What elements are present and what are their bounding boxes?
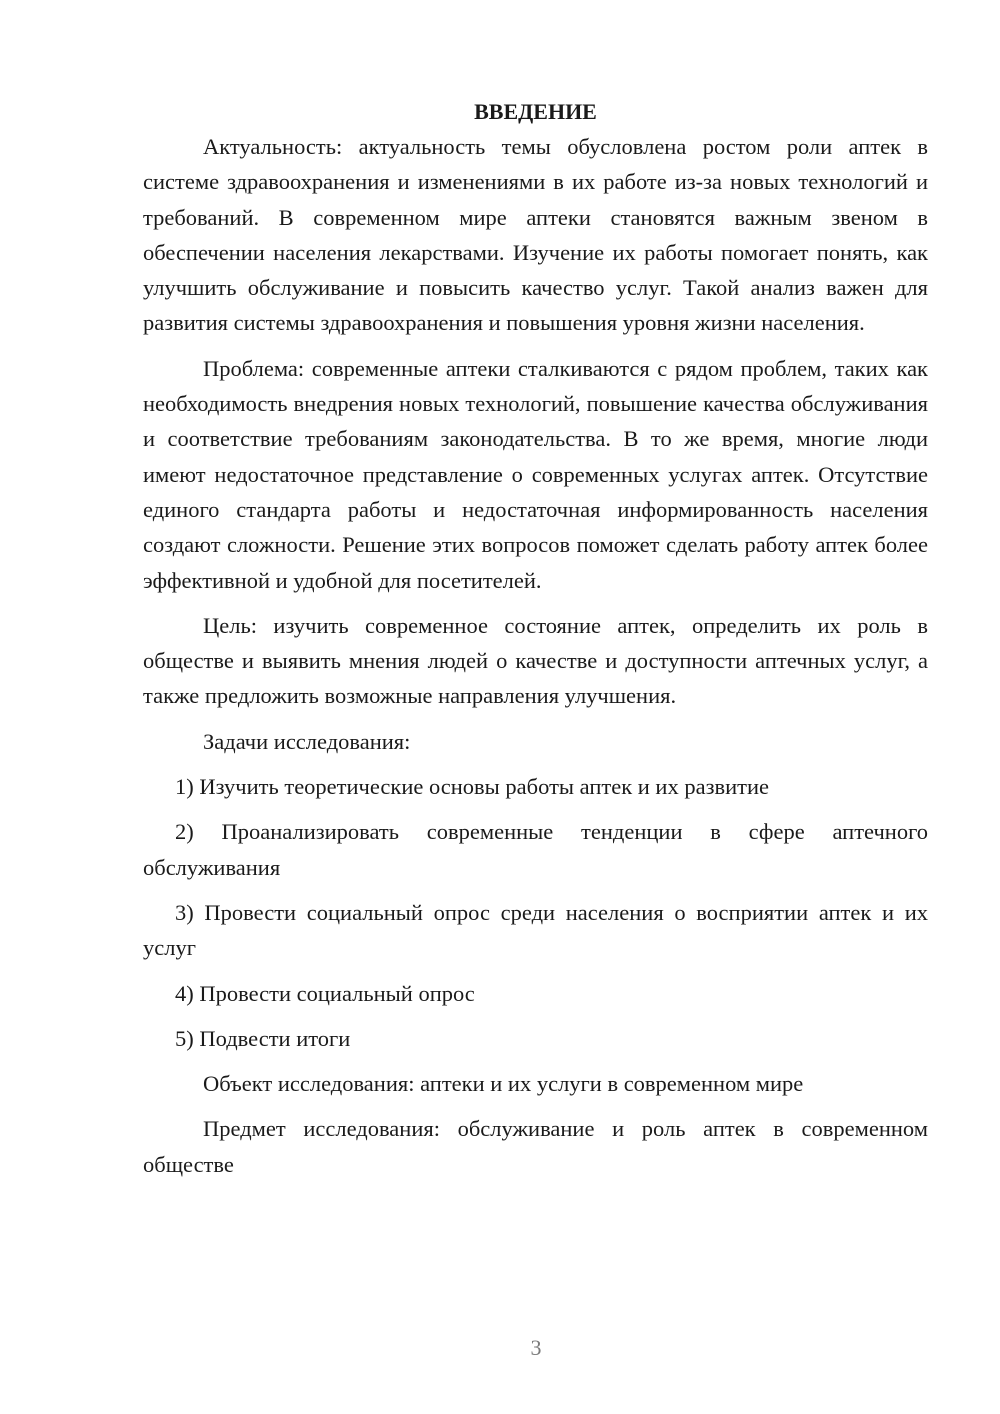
goal-paragraph: Цель: изучить современное состояние аптек, определить их роль в обществе и выявить мнения людей о качестве и доступности аптечных услуг, а также предложить возможные направления улучшения. (143, 612, 928, 709)
page-number: 3 (530, 1335, 542, 1360)
object-paragraph: Объект исследования: аптеки и их услуги в современном мире (203, 1071, 804, 1097)
task-item-3: 3) Провести социальный опрос среди населения о восприятии аптек и их услуг (143, 899, 928, 961)
task-item-1: 1) Изучить теоретические основы работы аптек и их развитие (175, 774, 769, 800)
problem-paragraph: Проблема: современные аптеки сталкиваются с рядом проблем, таких как необходимость внедрения новых технологий, повышение качества обслуживания и соответствие требованиям законодательства. В то же время, многие люди имеют недостаточное представление о современных услугах аптек. Отсутствие единого стандарта работы и недостаточная информированность населения создают сложности. Решение этих вопросов поможет сделать работу аптек более эффективной и удобной для посетителей. (143, 355, 928, 593)
task-item-4: 4) Провести социальный опрос (175, 980, 475, 1006)
tasks-title: Задачи исследования: (203, 728, 411, 754)
relevance-paragraph: Актуальность: актуальность темы обусловлена ростом роли аптек в системе здравоохранения и изменениями в их работе из-за новых технологий и требований. В современном мире аптеки становятся важным звеном в обеспечении населения лекарствами. Изучение их работы помогает понять, как улучшить обслуживание и повысить качество услуг. Такой анализ важен для развития системы здравоохранения и повышения уровня жизни населения. (143, 134, 928, 336)
subject-paragraph: Предмет исследования: обслуживание и роль аптек в современном обществе (143, 1116, 928, 1177)
task-item-2: 2) Проанализировать современные тенденции в сфере аптечного обслуживания (143, 819, 928, 880)
document-page (143, 94, 928, 1182)
task-item-5: 5) Подвести итоги (175, 1025, 351, 1051)
document-heading: ВВЕДЕНИЕ (474, 99, 597, 124)
